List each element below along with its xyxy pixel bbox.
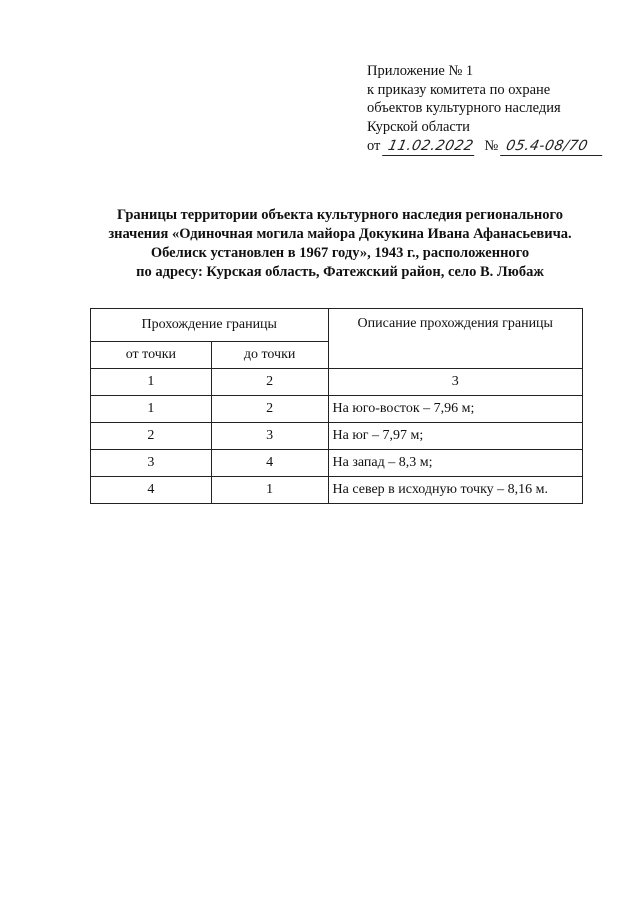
from-point-cell: 1 — [91, 396, 212, 423]
column-number-2: 2 — [211, 369, 328, 396]
header-boundary: Прохождение границы — [91, 309, 329, 342]
header-description: Описание прохождения границы — [328, 309, 582, 369]
title-line-2: значения «Одиночная могила майора Докукина Ивана Афанасьевича. — [108, 226, 572, 242]
description-cell: На юг – 7,97 м; — [328, 423, 582, 450]
appendix-header — [367, 62, 617, 156]
title-line-1: Границы территории объекта культурного наследия регионального — [117, 207, 563, 223]
description-cell: На юго-восток – 7,96 м; — [328, 396, 582, 423]
appendix-order-line: к приказу комитета по охране — [367, 81, 551, 98]
header-from-point: от точки — [91, 342, 212, 369]
order-date-number-line — [367, 137, 617, 156]
table-numbering-row — [91, 369, 583, 396]
to-point-cell: 2 — [211, 396, 328, 423]
number-label: № — [484, 138, 499, 154]
to-point-cell: 1 — [211, 477, 328, 504]
appendix-region-line: Курской области — [367, 118, 470, 135]
appendix-title: Приложение № 1 — [367, 63, 474, 79]
from-point-cell: 3 — [91, 450, 212, 477]
description-cell: На север в исходную точку – 8,16 м. — [328, 477, 582, 504]
column-number-3: 3 — [328, 369, 582, 396]
boundary-table — [90, 308, 583, 504]
document-title — [70, 206, 610, 282]
table-row — [91, 396, 583, 423]
handwritten-order-number: 05.4-08/70 — [500, 138, 606, 156]
from-point-cell: 2 — [91, 423, 212, 450]
table-row — [91, 423, 583, 450]
table-header-row — [91, 309, 583, 342]
from-label: от — [367, 138, 381, 154]
handwritten-date: 11.02.2022 — [382, 138, 478, 156]
to-point-cell: 4 — [211, 450, 328, 477]
header-to-point: до точки — [211, 342, 328, 369]
column-number-1: 1 — [91, 369, 212, 396]
appendix-committee-line: объектов культурного наследия — [367, 100, 561, 116]
description-cell: На запад – 8,3 м; — [328, 450, 582, 477]
title-line-4: по адресу: Курская область, Фатежский район, село В. Любаж — [136, 264, 544, 280]
title-line-3: Обелиск установлен в 1967 году», 1943 г., расположенного — [150, 245, 530, 261]
from-point-cell: 4 — [91, 477, 212, 504]
to-point-cell: 3 — [211, 423, 328, 450]
table-row — [91, 477, 583, 504]
table-row — [91, 450, 583, 477]
